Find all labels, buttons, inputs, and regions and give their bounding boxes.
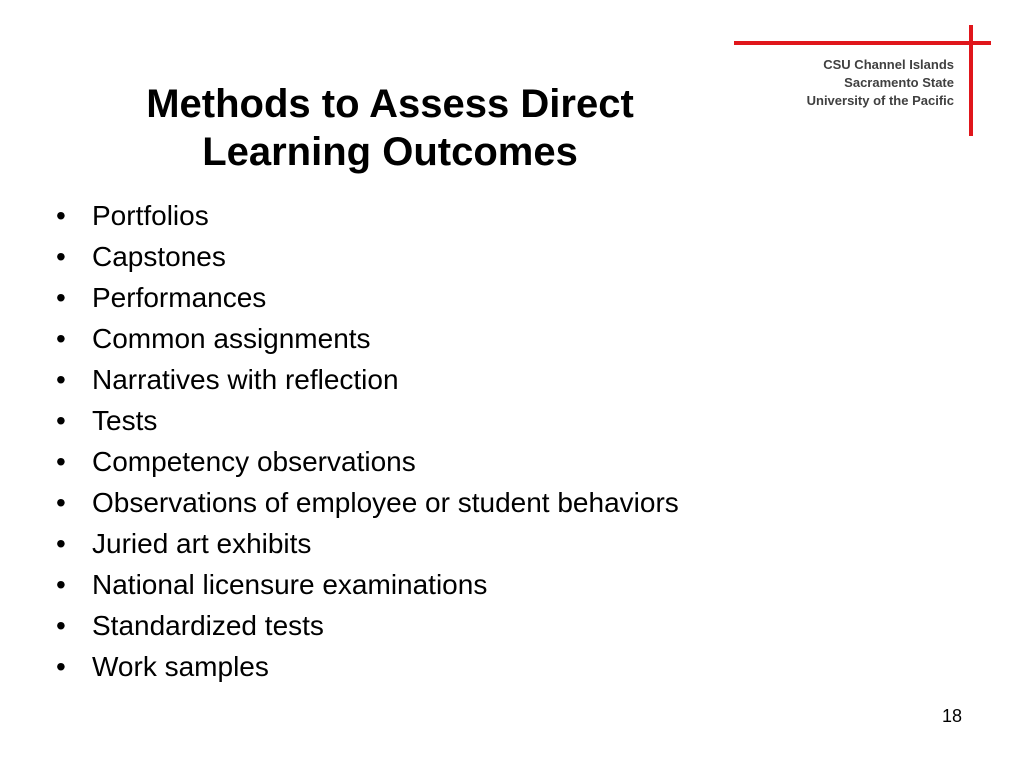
bullet-glyph: •	[56, 528, 66, 559]
bullet-text: Performances	[92, 282, 267, 313]
bullet-item	[52, 236, 679, 277]
bullet-item	[52, 523, 679, 564]
institutions-header	[714, 56, 954, 110]
bullet-text: Juried art exhibits	[92, 528, 312, 559]
bullet-text: Tests	[92, 405, 158, 436]
bullet-glyph: •	[56, 364, 66, 395]
bullet-text: Capstones	[92, 241, 226, 272]
bullet-glyph: •	[56, 569, 66, 600]
bullet-text: Work samples	[92, 651, 269, 682]
bullet-item	[52, 564, 679, 605]
bullet-glyph: •	[56, 446, 66, 477]
bullet-text: National licensure examinations	[92, 569, 488, 600]
bullet-glyph: •	[56, 282, 66, 313]
bullet-glyph: •	[56, 323, 66, 354]
bullet-item	[52, 277, 679, 318]
red-cross-vertical-bar	[969, 25, 973, 136]
bullet-text: Portfolios	[92, 200, 209, 231]
bullet-glyph: •	[56, 241, 66, 272]
bullet-item	[52, 195, 679, 236]
bullet-item	[52, 359, 679, 400]
bullet-text: Observations of employee or student behaviors	[92, 487, 679, 518]
bullet-item	[52, 400, 679, 441]
bullet-glyph: •	[56, 405, 66, 436]
slide-title	[70, 80, 710, 176]
institution-name: Sacramento State	[844, 75, 954, 90]
bullet-glyph: •	[56, 200, 66, 231]
institution-name: CSU Channel Islands	[823, 57, 954, 72]
red-cross-horizontal-bar	[734, 41, 991, 45]
bullet-item	[52, 482, 679, 523]
bullet-text: Standardized tests	[92, 610, 324, 641]
page-number: 18	[941, 706, 962, 726]
bullet-item	[52, 605, 679, 646]
bullet-glyph: •	[56, 487, 66, 518]
bullet-text: Common assignments	[92, 323, 371, 354]
bullet-list	[52, 195, 679, 687]
bullet-glyph: •	[56, 651, 66, 682]
bullet-item	[52, 318, 679, 359]
bullet-glyph: •	[56, 610, 66, 641]
bullet-text: Narratives with reflection	[92, 364, 399, 395]
bullet-text: Competency observations	[92, 446, 416, 477]
slide-title-line: Learning Outcomes	[202, 130, 578, 174]
bullet-item	[52, 441, 679, 482]
slide-title-line: Methods to Assess Direct	[146, 82, 634, 126]
bullet-item	[52, 646, 679, 687]
institution-name: University of the Pacific	[806, 93, 954, 108]
